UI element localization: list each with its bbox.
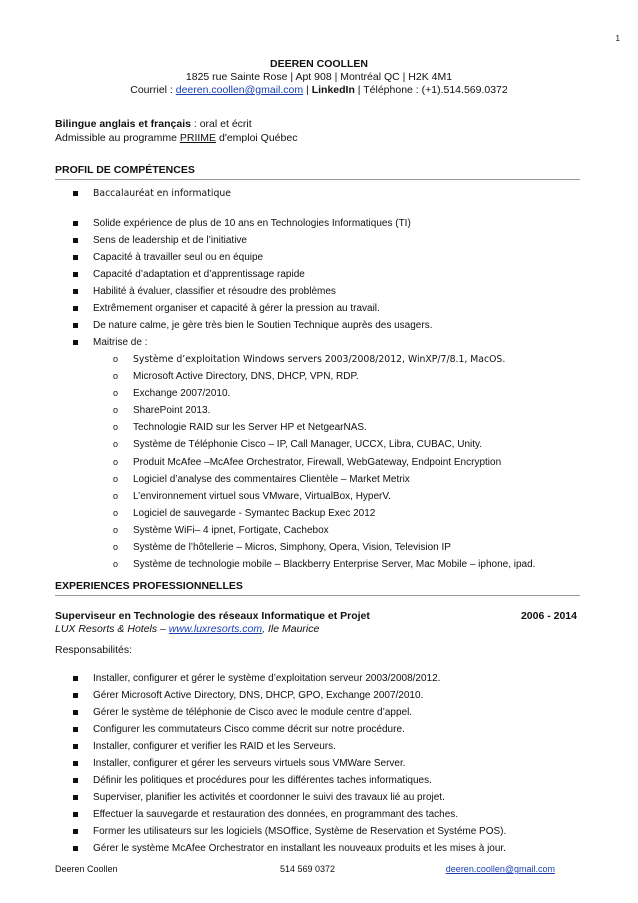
- sub-item-text: Logiciel de sauvegarde - Symantec Backup Exec 2012: [133, 507, 376, 519]
- sub-item-text: L’environnement virtuel sous VMware, VirtualBox, HyperV.: [133, 490, 391, 502]
- job-title: [55, 610, 577, 623]
- footer-email-link[interactable]: deeren.coollen@gmail.com: [445, 864, 555, 874]
- list-item: [55, 670, 506, 687]
- list-item: [55, 687, 506, 704]
- bullet-icon: [73, 323, 78, 328]
- email-link[interactable]: deeren.coollen@gmail.com: [175, 84, 304, 96]
- lead-summary: [55, 117, 297, 145]
- responsibilities-list: [55, 670, 506, 857]
- circle-bullet-icon: o: [113, 507, 119, 518]
- list-item-text: Solide expérience de plus de 10 ans en Technologies Informatiques (TI): [93, 218, 411, 229]
- sub-item-text: Technologie RAID sur les Server HP et NetgearNAS.: [133, 422, 367, 434]
- circle-bullet-icon: o: [113, 559, 119, 570]
- list-item: [55, 738, 506, 755]
- footer-name: Deeren Coollen: [55, 864, 118, 874]
- job-dates: 2006 - 2014: [520, 610, 577, 622]
- list-item-text: Installer, configurer et gérer le système d’exploitation serveur 2003/2008/2012.: [93, 673, 441, 684]
- circle-bullet-icon: o: [113, 524, 119, 535]
- bullet-icon: [73, 340, 78, 345]
- sub-list-item: [55, 471, 535, 488]
- experience-section-title: EXPERIENCES PROFESSIONNELLES: [55, 580, 580, 596]
- list-item: [55, 806, 506, 823]
- sub-item-text: Système WiFi– 4 ipnet, Fortigate, Cachebox: [133, 524, 329, 536]
- bilingual-bold: Bilingue anglais et français: [55, 118, 191, 130]
- list-item: [55, 300, 432, 317]
- separator: |: [303, 84, 312, 96]
- list-item-text: Installer, configurer et gérer les serveurs virtuels sous VMWare Server.: [93, 758, 406, 769]
- bullet-icon: [73, 846, 78, 851]
- sub-list-item: [55, 454, 535, 471]
- sub-list-item: [55, 505, 535, 522]
- circle-bullet-icon: o: [113, 542, 119, 553]
- job-title-text: Superviseur en Technologie des réseaux Informatique et Projet: [55, 610, 370, 622]
- list-item: [55, 823, 506, 840]
- list-item-text: Maitrise de :: [93, 337, 148, 348]
- list-item-text: Former les utilisateurs sur les logiciels (MSOffice, Système de Reservation et Systéme POS).: [93, 826, 507, 837]
- bullet-icon: [73, 289, 78, 294]
- list-item-text: Effectuer la sauvegarde et restauration des données, en programmant des taches.: [93, 809, 459, 820]
- candidate-name: DEEREN COOLLEN: [269, 58, 368, 70]
- list-item-text: Gérer le système McAfee Orchestrator en installant les nouveaux produits et les mises à jour.: [93, 843, 506, 854]
- list-item-text: Baccalauréat en informatique: [93, 188, 231, 199]
- bilingual-rest: : oral et écrit: [190, 118, 252, 130]
- sub-item-text: Microsoft Active Directory, DNS, DHCP, VPN, RDP.: [133, 371, 359, 383]
- list-item-text: Extrêmement organiser et capacité à gérer la pression au travail.: [93, 303, 380, 314]
- admissible-line: [55, 131, 297, 145]
- list-item-text: Capacité d’adaptation et d’apprentissage rapide: [93, 269, 305, 280]
- job-company: [55, 623, 319, 636]
- list-item-text: Gérer Microsoft Active Directory, DNS, DHCP, GPO, Exchange 2007/2010.: [93, 690, 424, 701]
- list-item-text: Sens de leadership et de l’initiative: [93, 235, 247, 246]
- list-item: [55, 721, 506, 738]
- circle-bullet-icon: o: [113, 422, 119, 433]
- list-item: [55, 755, 506, 772]
- linkedin-label: LinkedIn: [311, 84, 355, 96]
- list-item-text: Définir les politiques et procédures pour les différentes taches informatiques.: [93, 775, 432, 786]
- mastery-list: [55, 351, 535, 573]
- list-item: [55, 317, 432, 334]
- bullet-icon: [73, 191, 78, 196]
- sub-list-item: [55, 488, 535, 505]
- list-item: [55, 334, 432, 351]
- bullet-icon: [73, 812, 78, 817]
- bullet-icon: [73, 255, 78, 260]
- profile-section-title: PROFIL DE COMPÉTENCES: [55, 164, 580, 180]
- bullet-icon: [73, 829, 78, 834]
- profile-list: [55, 215, 432, 351]
- list-item-text: Superviser, planifier les activités et coordonner le suivi des travaux lié au projet.: [93, 792, 445, 803]
- list-item: [55, 789, 506, 806]
- circle-bullet-icon: o: [113, 354, 119, 364]
- sub-item-text: SharePoint 2013.: [133, 405, 211, 417]
- sub-list-item: [55, 351, 535, 368]
- list-item-text: Capacité à travailler seul ou en équipe: [93, 252, 264, 263]
- priime-link[interactable]: PRIIME: [179, 132, 217, 144]
- profile-first-list: [55, 185, 231, 202]
- list-item: [55, 840, 506, 857]
- sub-list-item: [55, 522, 535, 539]
- list-item-text: De nature calme, je gère très bien le Soutien Technique auprès des usagers.: [93, 320, 433, 331]
- sub-item-text: Système de Téléphonie Cisco – IP, Call Manager, UCCX, Libra, CUBAC, Unity.: [133, 439, 483, 451]
- phone-text: Téléphone : (+1).514.569.0372: [363, 84, 508, 96]
- bullet-icon: [73, 727, 78, 732]
- circle-bullet-icon: o: [113, 388, 119, 399]
- list-item-text: Gérer le système de téléphonie de Cisco avec le module centre d’appel.: [93, 707, 413, 718]
- list-item: [55, 704, 506, 721]
- responsibilities-label: Responsabilités:: [55, 644, 133, 656]
- list-item: [55, 283, 432, 300]
- company-name: LUX Resorts & Hotels –: [55, 623, 169, 635]
- circle-bullet-icon: o: [113, 473, 119, 484]
- circle-bullet-icon: o: [113, 439, 119, 450]
- circle-bullet-icon: o: [113, 490, 119, 501]
- circle-bullet-icon: o: [113, 405, 119, 416]
- sub-list-item: [55, 436, 535, 453]
- admissible-pre: Admissible au programme: [55, 132, 180, 144]
- bullet-icon: [73, 306, 78, 311]
- company-location: , Ile Maurice: [262, 623, 320, 635]
- bullet-icon: [73, 761, 78, 766]
- sub-item-text: Système d’exploitation Windows servers 2003/2008/2012, WinXP/7/8.1, MacOS.: [133, 354, 506, 365]
- bullet-icon: [73, 221, 78, 226]
- resume-header: [0, 58, 638, 97]
- sub-list-item: [55, 556, 535, 573]
- list-item: [55, 249, 432, 266]
- sub-item-text: Logiciel d’analyse des commentaires Clientèle – Market Metrix: [133, 473, 410, 485]
- list-item: [55, 266, 432, 283]
- contact-line: [0, 84, 638, 97]
- list-item: [55, 215, 432, 232]
- bullet-icon: [73, 676, 78, 681]
- company-website-link[interactable]: www.luxresorts.com: [168, 623, 263, 635]
- bilingual-line: [55, 117, 297, 131]
- list-item-text: Habilité à évaluer, classifier et résoudre des problèmes: [93, 286, 336, 297]
- list-item: [55, 772, 506, 789]
- sub-item-text: Exchange 2007/2010.: [133, 388, 231, 400]
- circle-bullet-icon: o: [113, 371, 119, 382]
- footer-phone: 514 569 0372: [280, 864, 336, 874]
- sub-item-text: Système de l’hôtellerie – Micros, Simphony, Opera, Vision, Television IP: [133, 542, 451, 554]
- bullet-icon: [73, 710, 78, 715]
- bullet-icon: [73, 272, 78, 277]
- list-item: [55, 185, 231, 202]
- sub-list-item: [55, 539, 535, 556]
- bullet-icon: [73, 778, 78, 783]
- sub-item-text: Système de technologie mobile – Blackberry Enterprise Server, Mac Mobile – iphone, ipad.: [133, 559, 536, 571]
- bullet-icon: [73, 238, 78, 243]
- list-item: [55, 232, 432, 249]
- bullet-icon: [73, 744, 78, 749]
- sub-list-item: [55, 368, 535, 385]
- sub-item-text: Produit McAfee –McAfee Orchestrator, Firewall, WebGateway, Endpoint Encryption: [133, 456, 502, 468]
- bullet-icon: [73, 795, 78, 800]
- email-label: Courriel :: [130, 84, 176, 96]
- page-number: 1: [615, 34, 620, 43]
- circle-bullet-icon: o: [113, 456, 119, 467]
- admissible-post: d'emploi Québec: [216, 132, 298, 144]
- sub-list-item: [55, 419, 535, 436]
- sub-list-item: [55, 402, 535, 419]
- list-item-text: Installer, configurer et verifier les RAID et les Serveurs.: [93, 741, 336, 752]
- address: 1825 rue Sainte Rose | Apt 908 | Montréal QC | H2K 4M1: [185, 71, 453, 83]
- sub-list-item: [55, 385, 535, 402]
- bullet-icon: [73, 693, 78, 698]
- list-item-text: Configurer les commutateurs Cisco comme décrit sur notre procédure.: [93, 724, 405, 735]
- separator: |: [354, 84, 364, 96]
